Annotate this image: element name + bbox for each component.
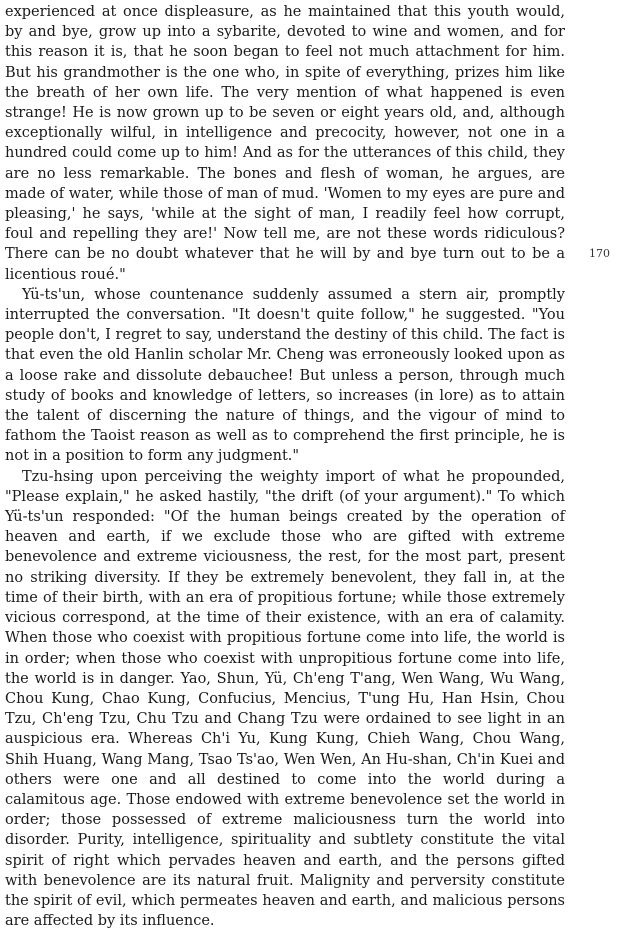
- paragraph-yu-tsun-reply: Yü-ts'un, whose countenance suddenly assumed a stern air, promptly interrupted the conversation. "It doesn't quite follow," he suggested. "You people don't, I regret to say, understand the destiny of this child. The fact is that even the old Hanlin scholar Mr. Cheng was erroneously looked upon as a loose rake and dissolute debauchee! But unless a person, through much study of books and knowledge of letters, so increases (in lore) as to attain the talent of discerning the nature of things, and the vigour of mind to fathom the Taoist reason as well as to comprehend the first principle, he is not in a position to form any judgment.": [5, 286, 565, 465]
- paragraph-tzu-hsing-question: Tzu-hsing upon perceiving the weighty import of what he propounded, "Please explain," he asked hastily, "the drift (of your argument)." To which Yü-ts'un responded: "Of the human beings created by the operation of heaven and earth, if we exclude those who are gifted with extreme benevolence and extreme viciousness, the rest, for the most part, present no striking diversity. If they be extremely benevolent, they fall in, at the time of their birth, with an era of propitious fortune; while those extremely vicious correspond, at the time of their existence, with an era of calamity. When those who coexist with propitious fortune come into life, the world is in order; when those who coexist with unpropitious fortune come into life, the world is in danger. Yao, Shun, Yü, Ch'eng T'ang, Wen Wang, Wu Wang, Chou Kung, Chao Kung, Confucius, Mencius, T'ung Hu, Han Hsin, Chou Tzu, Ch'eng Tzu, Chu Tzu and Chang Tzu were ordained to see light in an auspicious era. Whereas Ch'i Yu, Kung Kung, Chieh Wang, Chou Wang, Shih Huang, Wang Mang, Tsao Ts'ao, Wen Wen, An Hu-shan, Ch'in Kuei and others were one and all destined to come into the world during a calamitous age. Those endowed with extreme benevolence set the world in order; those possessed of extreme maliciousness turn the world into disorder. Purity, intelligence, spirituality and subtlety constitute the vital spirit of right which pervades heaven and earth, and the persons gifted with benevolence are its natural fruit. Malignity and perversity constitute the spirit of evil, which permeates heaven and earth, and malicious persons are affected by its influence.: [5, 468, 565, 930]
- paragraph-continuation: experienced at once displeasure, as he maintained that this youth would, by and bye, grow up into a sybarite, devoted to wine and women, and for this reason it is, that he soon began to feel not much attachment for him. But his grandmother is the one who, in spite of everything, prizes him like the breath of her own life. The very mention of what happened is even strange! He is now grown up to be seven or eight years old, and, although exceptionally wilful, in intelligence and precocity, however, not one in a hundred could come up to him! And as for the utterances of this child, they are no less remarkable. The bones and flesh of woman, he argues, are made of water, while those of man of mud. 'Women to my eyes are pure and pleasing,' he says, 'while at the sight of man, I readily feel how corrupt, foul and repelling they are!' Now tell me, are not these words ridiculous? There can be no doubt whatever that he will by and bye turn out to be a licentious roué.": [5, 4, 565, 283]
- margin-page-number: 170: [589, 247, 610, 260]
- book-page-text: [5, 2, 565, 931]
